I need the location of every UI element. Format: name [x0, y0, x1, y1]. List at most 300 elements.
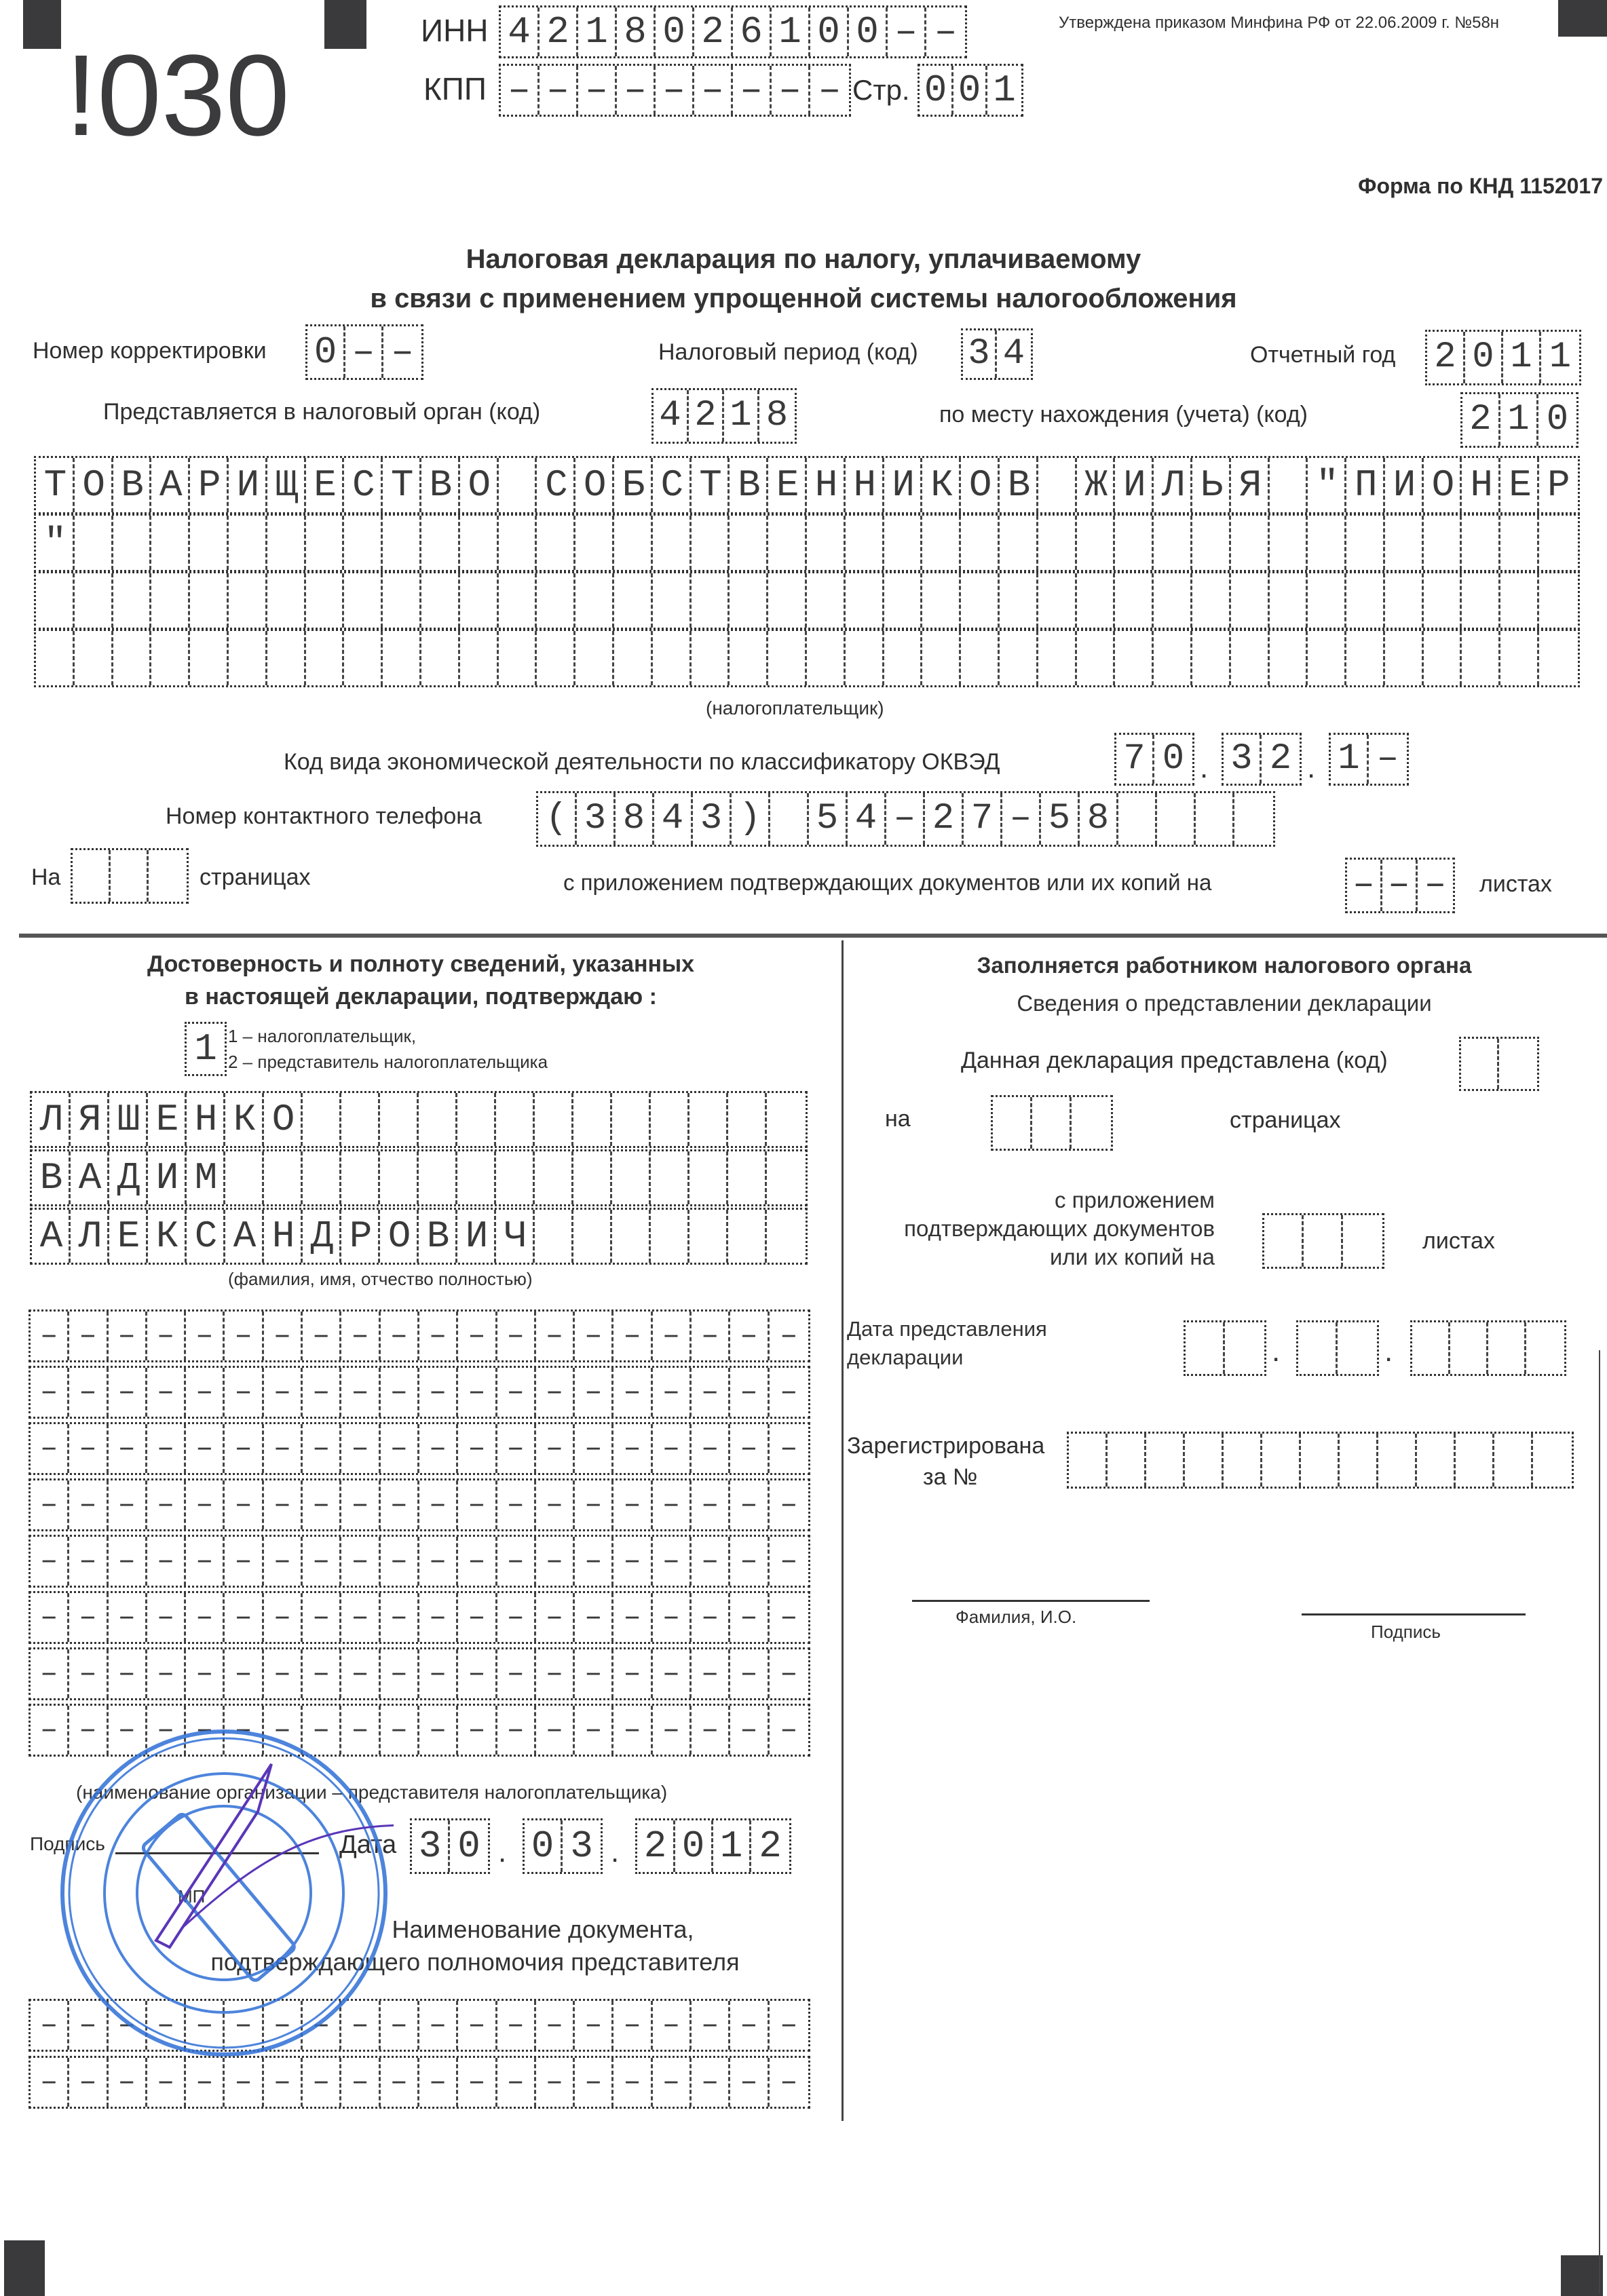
dash-cell[interactable]: – — [575, 1649, 613, 1698]
dash-cell[interactable]: – — [458, 1593, 497, 1642]
dash-cell[interactable]: – — [31, 1312, 69, 1360]
char-cell[interactable] — [728, 1093, 767, 1146]
char-cell[interactable]: 4 — [654, 390, 689, 442]
dash-cell[interactable]: – — [497, 1424, 536, 1473]
date-month-field[interactable] — [523, 1818, 603, 1874]
char-cell[interactable] — [113, 573, 152, 628]
dash-cell[interactable]: – — [147, 1368, 186, 1417]
dash-cell[interactable]: – — [575, 1537, 613, 1586]
char-cell[interactable] — [151, 573, 190, 628]
char-cell[interactable]: – — [1382, 860, 1418, 911]
dash-cell[interactable]: – — [69, 1424, 108, 1473]
char-cell[interactable] — [1154, 516, 1192, 570]
char-cell[interactable] — [383, 516, 421, 570]
okved-group-1[interactable] — [1114, 733, 1194, 786]
char-cell[interactable]: 8 — [616, 793, 654, 845]
reporting-year-field[interactable] — [1425, 330, 1581, 385]
char-cell[interactable]: – — [733, 66, 772, 115]
char-cell[interactable] — [767, 1151, 806, 1204]
dash-cell[interactable]: – — [186, 2058, 225, 2107]
authority-doc-row[interactable] — [29, 2056, 810, 2109]
char-cell[interactable] — [229, 516, 267, 570]
char-cell[interactable] — [651, 1093, 689, 1146]
char-cell[interactable]: 8 — [617, 7, 656, 56]
dash-cell[interactable]: – — [109, 1537, 147, 1586]
dash-cell[interactable]: – — [536, 2001, 575, 2050]
dash-cell[interactable]: – — [497, 1649, 536, 1698]
dash-cell[interactable]: – — [381, 1537, 419, 1586]
char-cell[interactable] — [1231, 631, 1270, 685]
char-cell[interactable] — [1308, 631, 1346, 685]
dash-cell[interactable]: – — [613, 1480, 652, 1529]
pages-count-field[interactable] — [71, 848, 189, 904]
char-cell[interactable]: ) — [732, 793, 770, 845]
char-cell[interactable] — [190, 631, 229, 685]
dash-cell[interactable]: – — [264, 1424, 303, 1473]
char-cell[interactable]: 0 — [920, 66, 953, 115]
dash-cell[interactable]: – — [225, 1480, 263, 1529]
char-cell[interactable] — [1000, 631, 1038, 685]
char-cell[interactable] — [767, 1093, 806, 1146]
phone-field[interactable] — [536, 791, 1275, 847]
char-cell[interactable]: 0 — [457, 1824, 480, 1868]
char-cell[interactable]: 2 — [689, 390, 724, 442]
char-cell[interactable] — [1539, 516, 1578, 570]
char-cell[interactable] — [1298, 1322, 1338, 1374]
char-cell[interactable] — [575, 573, 614, 628]
authority-doc-row[interactable] — [29, 1999, 810, 2052]
dash-cell[interactable]: – — [69, 1706, 108, 1755]
char-cell[interactable]: 0 — [1162, 738, 1185, 780]
char-cell[interactable]: 1 — [1500, 394, 1538, 446]
dash-cell[interactable]: – — [381, 2001, 419, 2050]
dash-cell[interactable]: – — [147, 2058, 186, 2107]
char-cell[interactable] — [1185, 1434, 1224, 1487]
char-cell[interactable] — [1462, 516, 1500, 570]
dash-cell[interactable]: – — [575, 1706, 613, 1755]
representative-org-row[interactable] — [29, 1309, 810, 1362]
dash-cell[interactable]: – — [147, 1649, 186, 1698]
char-cell[interactable] — [1340, 1434, 1378, 1487]
dash-cell[interactable]: – — [341, 2001, 380, 2050]
char-cell[interactable] — [457, 1093, 496, 1146]
char-cell[interactable] — [1526, 1322, 1564, 1374]
char-cell[interactable]: 2 — [637, 1820, 675, 1872]
dash-cell[interactable]: – — [692, 1424, 730, 1473]
char-cell[interactable] — [922, 516, 961, 570]
dash-cell[interactable]: – — [613, 2058, 652, 2107]
char-cell[interactable]: – — [617, 66, 656, 115]
taxpayer-name-row[interactable] — [34, 629, 1580, 687]
dash-cell[interactable]: – — [109, 1649, 147, 1698]
dash-cell[interactable]: – — [303, 1368, 341, 1417]
char-cell[interactable] — [460, 573, 499, 628]
submission-day-field[interactable] — [1184, 1320, 1266, 1376]
dash-cell[interactable]: – — [780, 2065, 798, 2099]
char-cell[interactable] — [1108, 1434, 1146, 1487]
signer-name-row[interactable] — [30, 1208, 808, 1265]
char-cell[interactable]: 6 — [733, 7, 772, 56]
dash-cell[interactable]: – — [69, 1593, 108, 1642]
dash-cell[interactable]: – — [303, 1537, 341, 1586]
dash-cell[interactable]: – — [497, 1480, 536, 1529]
char-cell[interactable] — [151, 631, 190, 685]
dash-cell[interactable]: – — [730, 1312, 769, 1360]
char-cell[interactable] — [1385, 516, 1424, 570]
dash-cell[interactable]: – — [381, 1649, 419, 1698]
inn-field[interactable] — [499, 5, 967, 58]
char-cell[interactable] — [614, 573, 653, 628]
char-cell[interactable] — [846, 516, 884, 570]
dash-cell[interactable]: – — [497, 1593, 536, 1642]
dash-cell[interactable]: – — [69, 2058, 108, 2107]
correction-number-field[interactable] — [305, 324, 423, 380]
dash-cell[interactable]: – — [109, 2058, 147, 2107]
char-cell[interactable] — [730, 516, 768, 570]
dash-cell[interactable]: – — [613, 1649, 652, 1698]
char-cell[interactable] — [421, 573, 460, 628]
date-year-field[interactable] — [635, 1818, 791, 1874]
dash-cell[interactable]: – — [730, 1649, 769, 1698]
char-cell[interactable] — [421, 516, 460, 570]
char-cell[interactable] — [1343, 1215, 1382, 1267]
char-cell[interactable] — [267, 516, 306, 570]
char-cell[interactable]: 0 — [1465, 332, 1503, 383]
dash-cell[interactable]: – — [303, 1480, 341, 1529]
dash-cell[interactable]: – — [730, 1368, 769, 1417]
dash-cell[interactable]: – — [536, 1649, 575, 1698]
dash-cell[interactable]: – — [419, 1312, 458, 1360]
char-cell[interactable]: 7 — [964, 793, 1002, 845]
char-cell[interactable] — [846, 631, 884, 685]
char-cell[interactable] — [807, 573, 846, 628]
char-cell[interactable]: 0 — [1546, 399, 1569, 440]
char-cell[interactable] — [575, 631, 614, 685]
char-cell[interactable]: 4 — [1002, 333, 1025, 375]
dash-cell[interactable]: – — [109, 1593, 147, 1642]
submission-month-field[interactable] — [1296, 1320, 1379, 1376]
char-cell[interactable] — [1500, 516, 1539, 570]
char-cell[interactable] — [1462, 631, 1500, 685]
dash-cell[interactable]: – — [225, 1537, 263, 1586]
char-cell[interactable]: 0 — [810, 7, 849, 56]
dash-cell[interactable]: – — [458, 2001, 497, 2050]
char-cell[interactable]: 3 — [570, 1824, 593, 1868]
date-day-field[interactable] — [410, 1818, 490, 1874]
char-cell[interactable] — [499, 573, 537, 628]
dash-cell[interactable]: – — [303, 1312, 341, 1360]
char-cell[interactable] — [111, 850, 149, 902]
char-cell[interactable]: 1 — [1503, 332, 1541, 383]
char-cell[interactable]: 5 — [809, 793, 848, 845]
dash-cell[interactable]: – — [341, 2058, 380, 2107]
dash-cell[interactable]: – — [497, 1706, 536, 1755]
char-cell[interactable]: 3 — [693, 793, 732, 845]
char-cell[interactable] — [1308, 516, 1346, 570]
char-cell[interactable]: 0 — [525, 1820, 563, 1872]
dash-cell[interactable]: – — [147, 1480, 186, 1529]
dash-cell[interactable]: – — [419, 1706, 458, 1755]
char-cell[interactable] — [380, 1093, 419, 1146]
char-cell[interactable]: – — [886, 793, 925, 845]
char-cell[interactable] — [1224, 1434, 1262, 1487]
dash-cell[interactable]: – — [186, 1706, 225, 1755]
char-cell[interactable] — [460, 631, 499, 685]
dash-cell[interactable]: – — [653, 1537, 692, 1586]
dash-cell[interactable]: – — [780, 1488, 798, 1522]
char-cell[interactable] — [1225, 1322, 1264, 1374]
char-cell[interactable] — [728, 1151, 767, 1204]
dash-cell[interactable]: – — [536, 1593, 575, 1642]
dash-cell[interactable]: – — [780, 1544, 798, 1578]
dash-cell[interactable]: – — [536, 1368, 575, 1417]
char-cell[interactable] — [884, 573, 923, 628]
char-cell[interactable] — [457, 1151, 496, 1204]
char-cell[interactable] — [1378, 1434, 1417, 1487]
dash-cell[interactable]: – — [780, 1432, 798, 1466]
char-cell[interactable] — [1270, 516, 1308, 570]
dash-cell[interactable]: – — [613, 1706, 652, 1755]
dash-cell[interactable]: – — [264, 1706, 303, 1755]
dash-cell[interactable]: – — [730, 2058, 769, 2107]
dash-cell[interactable]: – — [341, 1649, 380, 1698]
char-cell[interactable] — [922, 573, 961, 628]
dash-cell[interactable]: – — [575, 1593, 613, 1642]
char-cell[interactable] — [1456, 1434, 1494, 1487]
char-cell[interactable] — [1338, 1322, 1377, 1374]
char-cell[interactable]: 2 — [540, 7, 578, 56]
char-cell[interactable] — [689, 1151, 728, 1204]
char-cell[interactable] — [36, 573, 75, 628]
dash-cell[interactable]: – — [692, 2058, 730, 2107]
dash-cell[interactable]: – — [225, 2001, 263, 2050]
dash-cell[interactable]: – — [575, 1424, 613, 1473]
char-cell[interactable] — [575, 516, 614, 570]
char-cell[interactable] — [1032, 1097, 1072, 1149]
dash-cell[interactable]: – — [692, 1706, 730, 1755]
dash-cell[interactable]: – — [575, 1480, 613, 1529]
dash-cell[interactable]: – — [31, 1593, 69, 1642]
char-cell[interactable] — [1424, 516, 1462, 570]
dash-cell[interactable]: – — [303, 1706, 341, 1755]
char-cell[interactable] — [73, 850, 111, 902]
dash-cell[interactable]: – — [69, 1480, 108, 1529]
char-cell[interactable]: 1 — [713, 1820, 751, 1872]
signer-type-field[interactable] — [185, 1022, 227, 1076]
char-cell[interactable] — [1461, 1039, 1499, 1089]
char-cell[interactable] — [344, 516, 383, 570]
dash-cell[interactable]: – — [341, 1312, 380, 1360]
dash-cell[interactable]: – — [536, 1312, 575, 1360]
taxpayer-name-row[interactable] — [34, 571, 1580, 630]
char-cell[interactable] — [1192, 573, 1231, 628]
dash-cell[interactable]: – — [264, 1649, 303, 1698]
char-cell[interactable] — [1270, 573, 1308, 628]
char-cell[interactable]: 1 — [578, 7, 617, 56]
char-cell[interactable] — [573, 1210, 612, 1263]
representative-org-row[interactable] — [29, 1478, 810, 1531]
representative-org-row[interactable] — [29, 1535, 810, 1588]
attachments-count-field[interactable] — [1345, 858, 1455, 913]
char-cell[interactable] — [1234, 793, 1273, 845]
dash-cell[interactable]: – — [225, 1368, 263, 1417]
char-cell[interactable] — [1154, 631, 1192, 685]
char-cell[interactable] — [922, 631, 961, 685]
dash-cell[interactable]: – — [653, 1593, 692, 1642]
char-cell[interactable] — [190, 573, 229, 628]
char-cell[interactable] — [1157, 793, 1196, 845]
dash-cell[interactable]: – — [536, 1706, 575, 1755]
dash-cell[interactable]: – — [458, 2058, 497, 2107]
char-cell[interactable] — [807, 631, 846, 685]
dash-cell[interactable]: – — [497, 2058, 536, 2107]
signer-name-row[interactable] — [30, 1149, 808, 1206]
char-cell[interactable] — [1192, 516, 1231, 570]
char-cell[interactable]: 3 — [412, 1820, 450, 1872]
char-cell[interactable] — [1385, 573, 1424, 628]
char-cell[interactable] — [1146, 1434, 1185, 1487]
dash-cell[interactable]: – — [147, 1593, 186, 1642]
registration-number-field[interactable] — [1067, 1432, 1574, 1489]
char-cell[interactable] — [1424, 631, 1462, 685]
dash-cell[interactable]: – — [303, 1593, 341, 1642]
char-cell[interactable] — [768, 573, 807, 628]
tax-authority-code-field[interactable] — [651, 388, 797, 444]
char-cell[interactable] — [1115, 573, 1154, 628]
char-cell[interactable]: – — [1347, 860, 1382, 911]
char-cell[interactable] — [692, 631, 730, 685]
dash-cell[interactable]: – — [186, 1368, 225, 1417]
dash-cell[interactable]: – — [225, 1593, 263, 1642]
dash-cell[interactable]: – — [419, 2058, 458, 2107]
dash-cell[interactable]: – — [264, 1537, 303, 1586]
char-cell[interactable]: 1 — [724, 390, 759, 442]
char-cell[interactable]: 1 — [772, 7, 810, 56]
char-cell[interactable]: 2 — [925, 793, 964, 845]
tax-period-field[interactable] — [961, 328, 1033, 380]
dash-cell[interactable]: – — [264, 1593, 303, 1642]
dash-cell[interactable]: – — [341, 1593, 380, 1642]
char-cell[interactable] — [496, 1093, 535, 1146]
dash-cell[interactable]: – — [780, 2008, 798, 2042]
char-cell[interactable] — [1077, 631, 1116, 685]
dash-cell[interactable]: – — [536, 1424, 575, 1473]
char-cell[interactable] — [884, 516, 923, 570]
char-cell[interactable] — [303, 1151, 341, 1204]
char-cell[interactable] — [1196, 793, 1234, 845]
char-cell[interactable] — [267, 631, 306, 685]
dash-cell[interactable]: – — [31, 1537, 69, 1586]
dash-cell[interactable]: – — [419, 1480, 458, 1529]
signer-name-row[interactable] — [30, 1091, 808, 1148]
dash-cell[interactable]: – — [109, 1480, 147, 1529]
char-cell[interactable]: – — [772, 66, 810, 115]
char-cell[interactable] — [151, 516, 190, 570]
dash-cell[interactable]: – — [303, 1649, 341, 1698]
dash-cell[interactable]: – — [69, 1368, 108, 1417]
dash-cell[interactable]: – — [536, 1480, 575, 1529]
char-cell[interactable] — [229, 573, 267, 628]
char-cell[interactable] — [1262, 1434, 1301, 1487]
dash-cell[interactable]: – — [225, 1706, 263, 1755]
char-cell[interactable]: – — [1424, 864, 1447, 906]
dash-cell[interactable]: – — [31, 1368, 69, 1417]
taxpayer-name-row[interactable] — [34, 456, 1586, 514]
char-cell[interactable]: – — [888, 7, 926, 56]
dash-cell[interactable]: – — [458, 1706, 497, 1755]
char-cell[interactable] — [75, 573, 113, 628]
char-cell[interactable] — [1499, 1039, 1537, 1089]
dash-cell[interactable]: – — [730, 1480, 769, 1529]
char-cell[interactable] — [535, 1151, 573, 1204]
char-cell[interactable]: – — [656, 66, 694, 115]
dash-cell[interactable]: – — [303, 2001, 341, 2050]
char-cell[interactable] — [1077, 573, 1116, 628]
dash-cell[interactable]: – — [780, 1657, 798, 1691]
char-cell[interactable]: 4 — [654, 793, 693, 845]
char-cell[interactable] — [419, 1093, 457, 1146]
char-cell[interactable] — [1264, 1215, 1304, 1267]
char-cell[interactable]: 1 — [993, 69, 1016, 112]
dash-cell[interactable]: – — [264, 2001, 303, 2050]
dash-cell[interactable]: – — [31, 2058, 69, 2107]
representative-org-row[interactable] — [29, 1647, 810, 1700]
char-cell[interactable]: 8 — [765, 395, 789, 436]
char-cell[interactable] — [573, 1093, 612, 1146]
dash-cell[interactable]: – — [264, 2058, 303, 2107]
dash-cell[interactable]: – — [31, 1706, 69, 1755]
char-cell[interactable] — [1488, 1322, 1526, 1374]
dash-cell[interactable]: – — [730, 2001, 769, 2050]
dash-cell[interactable]: – — [381, 1593, 419, 1642]
dash-cell[interactable]: – — [730, 1593, 769, 1642]
char-cell[interactable] — [380, 1151, 419, 1204]
dash-cell[interactable]: – — [225, 1424, 263, 1473]
char-cell[interactable] — [612, 1151, 651, 1204]
dash-cell[interactable]: – — [186, 2001, 225, 2050]
char-cell[interactable] — [1154, 573, 1192, 628]
char-cell[interactable] — [1072, 1097, 1111, 1149]
char-cell[interactable] — [264, 1151, 303, 1204]
dash-cell[interactable]: – — [341, 1480, 380, 1529]
dash-cell[interactable]: – — [381, 2058, 419, 2107]
char-cell[interactable]: – — [694, 66, 733, 115]
char-cell[interactable] — [537, 516, 575, 570]
char-cell[interactable] — [612, 1210, 651, 1263]
char-cell[interactable] — [1424, 573, 1462, 628]
char-cell[interactable] — [537, 573, 575, 628]
char-cell[interactable]: – — [501, 66, 540, 115]
char-cell[interactable]: 2 — [1427, 332, 1465, 383]
char-cell[interactable]: 4 — [848, 793, 886, 845]
representative-org-row[interactable] — [29, 1591, 810, 1644]
representative-org-row[interactable] — [29, 1366, 810, 1419]
dash-cell[interactable]: – — [109, 2001, 147, 2050]
char-cell[interactable] — [1494, 1434, 1533, 1487]
char-cell[interactable]: – — [345, 326, 383, 378]
dash-cell[interactable]: – — [692, 1537, 730, 1586]
char-cell[interactable] — [1301, 1434, 1340, 1487]
dash-cell[interactable]: – — [186, 1649, 225, 1698]
dash-cell[interactable]: – — [575, 1312, 613, 1360]
dash-cell[interactable]: – — [692, 1649, 730, 1698]
char-cell[interactable] — [267, 573, 306, 628]
char-cell[interactable] — [692, 516, 730, 570]
char-cell[interactable]: 0 — [953, 66, 987, 115]
char-cell[interactable] — [537, 631, 575, 685]
char-cell[interactable]: 0 — [307, 326, 345, 378]
char-cell[interactable] — [1038, 631, 1077, 685]
